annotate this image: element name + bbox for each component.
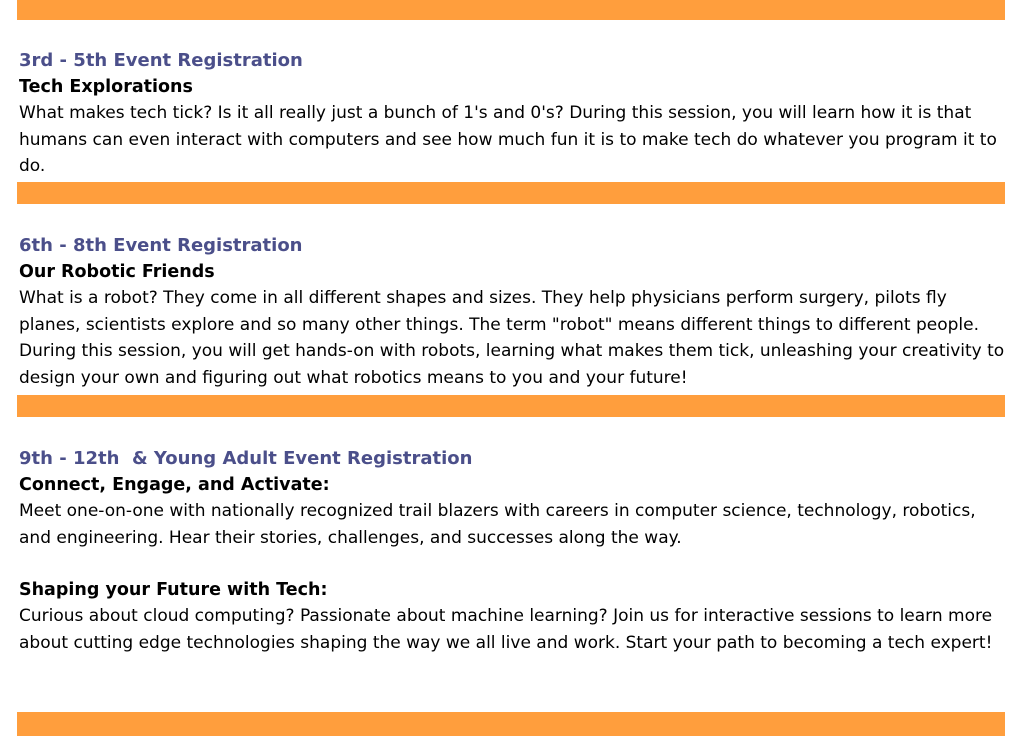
session-description-shaping-future: Curious about cloud computing? Passionate about machine learning? Join us for interactive sessions to learn more about cutting edge technologies shaping the way we all live and work. Start your path to becoming a tech expert! bbox=[19, 606, 993, 653]
section-grades-6-8 bbox=[19, 233, 1009, 391]
session-title-tech-explorations: Tech Explorations bbox=[19, 77, 193, 97]
divider-bar-1 bbox=[17, 182, 1005, 204]
session-description-tech-explorations: What makes tech tick? Is it all really just a bunch of 1's and 0's? During this session, you will learn how it is that humans can even interact with computers and see how much fun it is to make tech do whatever you program it to do. bbox=[19, 103, 997, 176]
divider-bar-2 bbox=[17, 395, 1005, 417]
section-grades-9-12 bbox=[19, 446, 1009, 656]
registration-link-grades-9-12[interactable]: 9th - 12th & Young Adult Event Registration bbox=[19, 448, 473, 469]
session-title-connect-engage-activate: Connect, Engage, and Activate: bbox=[19, 475, 330, 495]
session-description-robotic-friends: What is a robot? They come in all different shapes and sizes. They help physicians perform surgery, pilots fly planes, scientists explore and so many other things. The term "robot" means different things to different people. During this session, you will get hands-on with robots, learning what makes them tick, unleashing your creativity to design your own and figuring out what robotics means to you and your future! bbox=[19, 288, 1005, 388]
divider-bar-top bbox=[17, 0, 1005, 20]
divider-bar-bottom bbox=[17, 712, 1005, 736]
session-description-connect-engage-activate: Meet one-on-one with nationally recognized trail blazers with careers in computer science, technology, robotics, and engineering. Hear their stories, challenges, and successes along the way. bbox=[19, 501, 976, 548]
session-title-shaping-future: Shaping your Future with Tech: bbox=[19, 580, 328, 600]
registration-link-grades-3-5[interactable]: 3rd - 5th Event Registration bbox=[19, 50, 303, 71]
registration-link-grades-6-8[interactable]: 6th - 8th Event Registration bbox=[19, 235, 303, 256]
paragraph-spacer bbox=[19, 551, 1009, 577]
session-title-robotic-friends: Our Robotic Friends bbox=[19, 262, 215, 282]
section-grades-3-5 bbox=[19, 48, 1009, 180]
